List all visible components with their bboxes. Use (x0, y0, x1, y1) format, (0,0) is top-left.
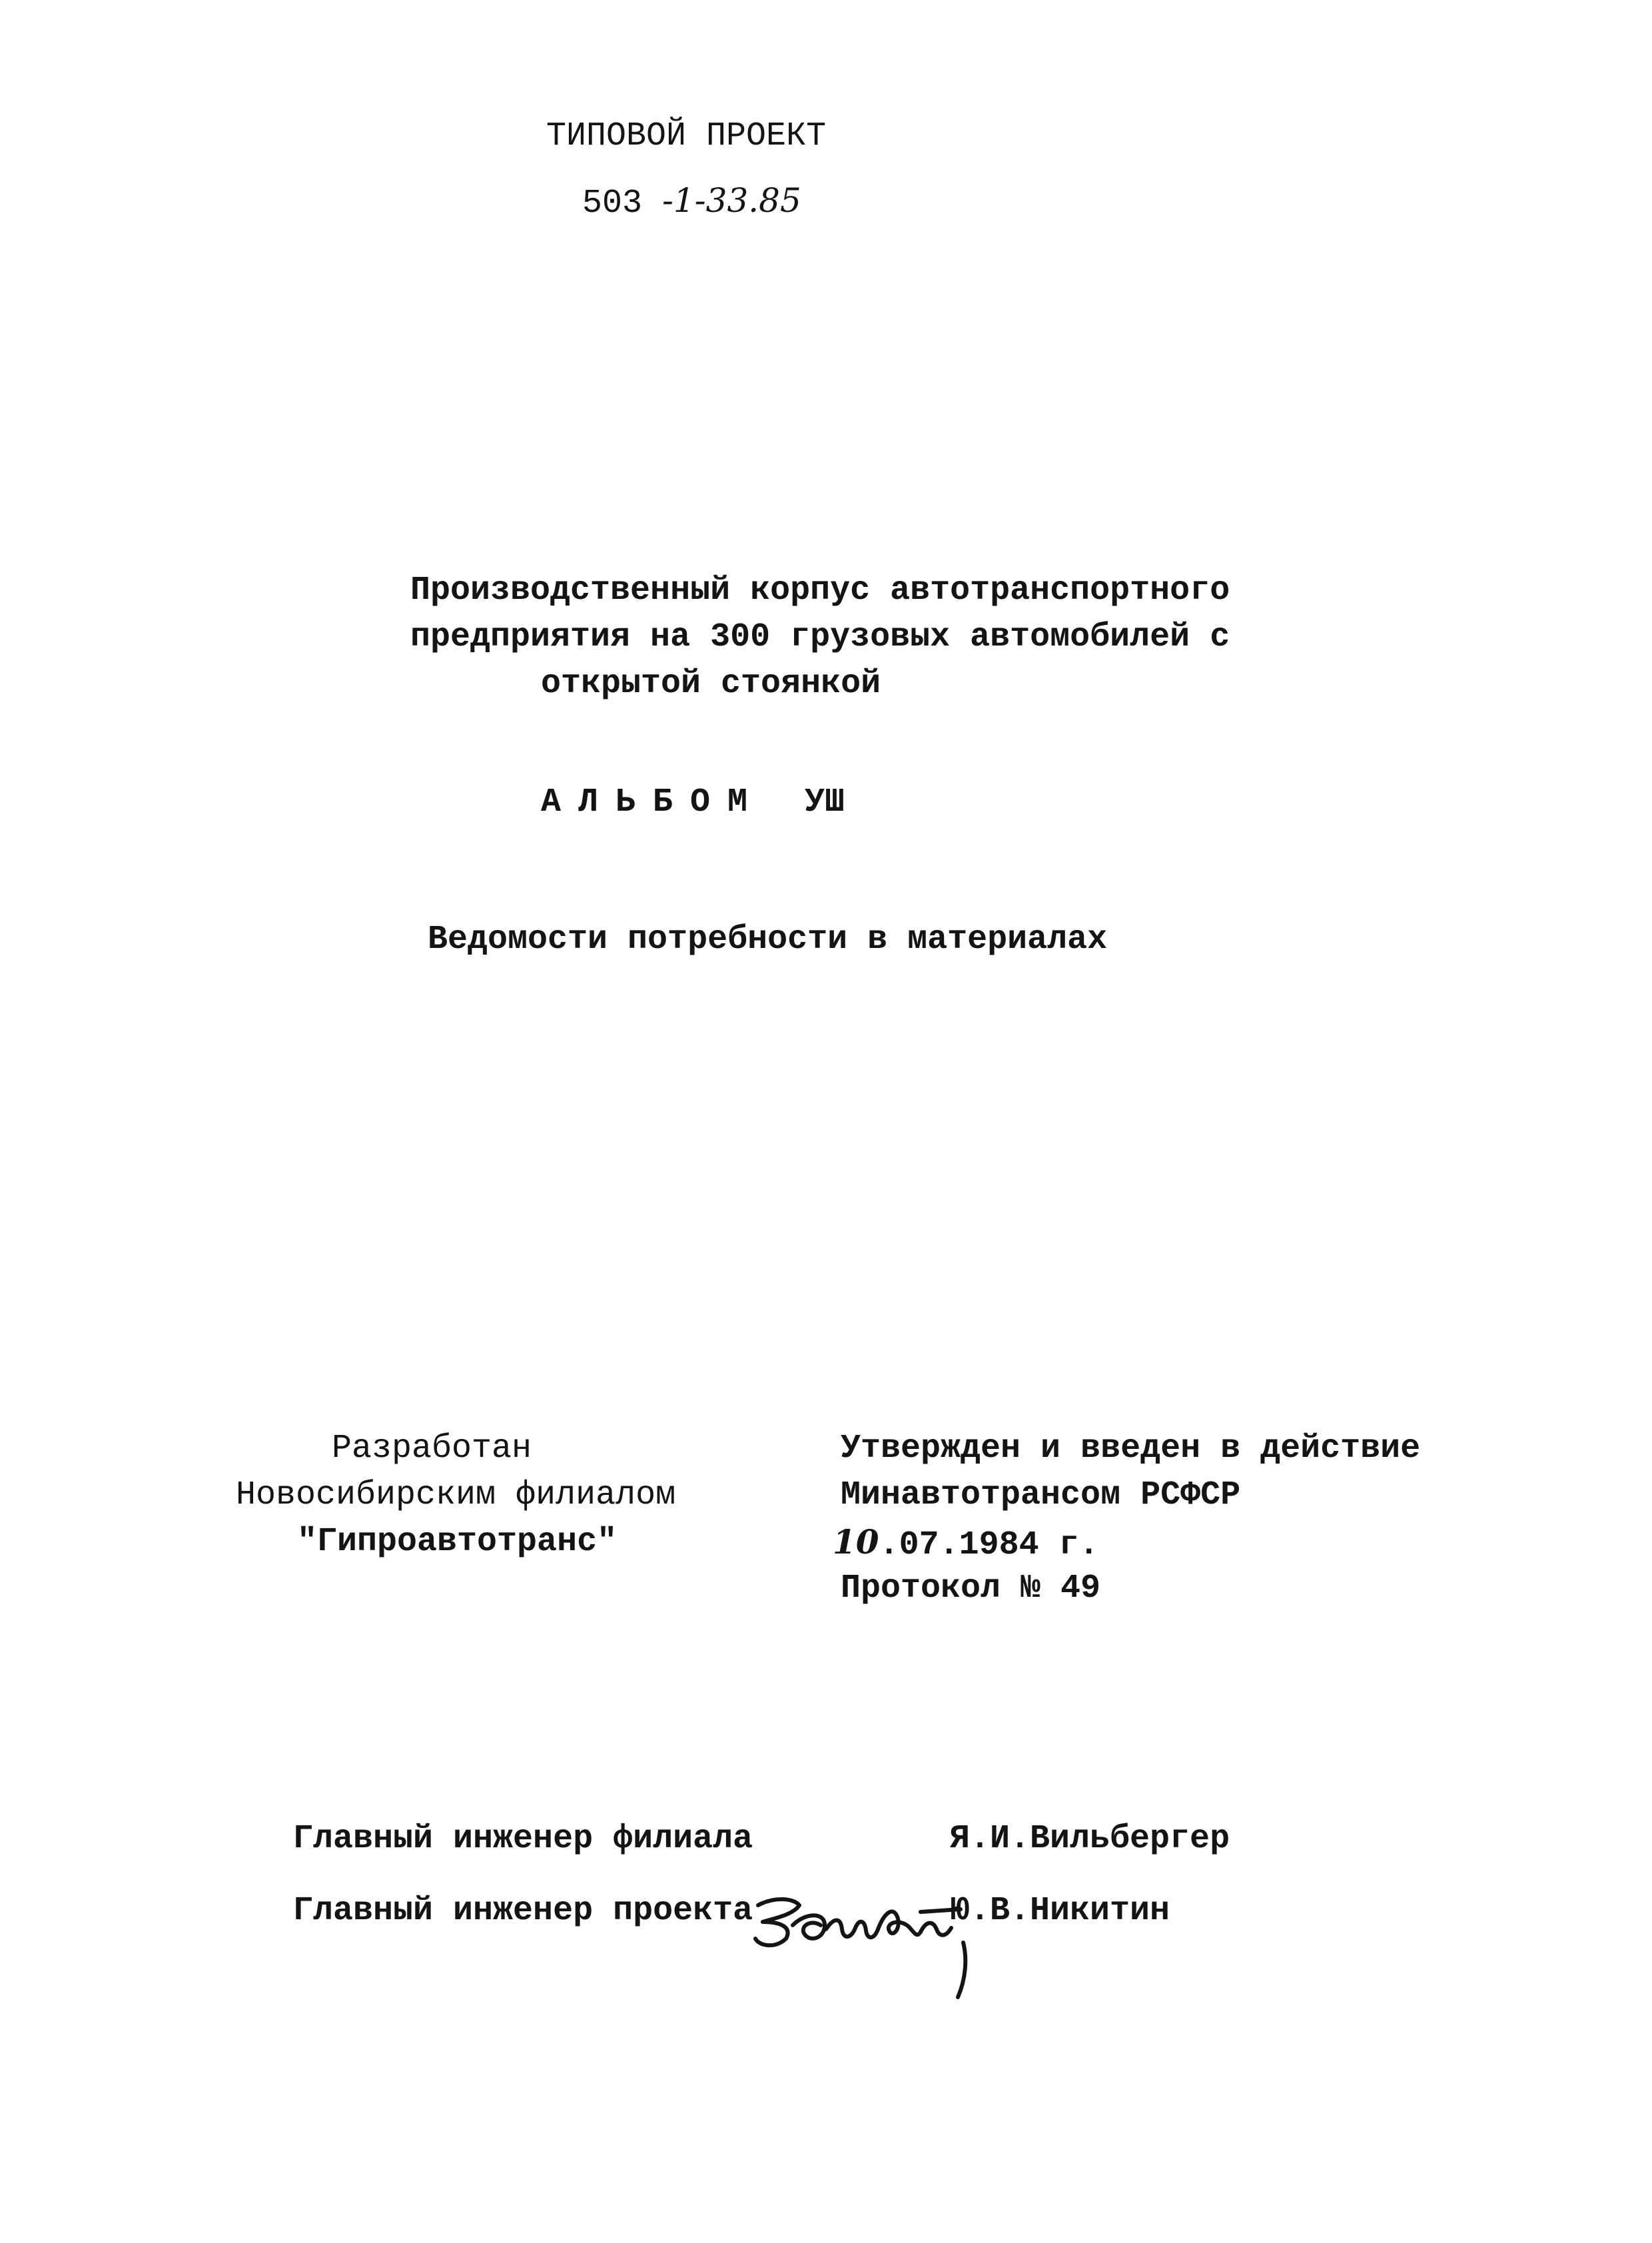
approval-date (833, 1522, 1099, 1564)
signature-name-branch: Я.И.Вильбергер (950, 1820, 1230, 1858)
signature-role-project: Главный инженер проекта (293, 1892, 753, 1930)
approval-date-printed: .07.1984 г. (879, 1526, 1099, 1564)
project-type-label: ТИПОВОЙ ПРОЕКТ (546, 117, 827, 155)
approval-date-handwritten: 10 (833, 1522, 879, 1562)
title-line-3: открытой стоянкой (541, 665, 881, 703)
developer-line-2: Новосибирским филиалом (236, 1476, 676, 1514)
handwritten-signature (746, 1885, 986, 2019)
subject-line: Ведомости потребности в материалах (428, 921, 1108, 959)
developer-line-3: "Гипроавтотранс" (297, 1523, 618, 1561)
album-number: УШ (805, 783, 845, 821)
signature-role-branch: Главный инженер филиала (293, 1820, 753, 1858)
album-heading (541, 783, 845, 821)
developer-line-1: Разработан (332, 1430, 532, 1468)
project-number (582, 181, 801, 223)
project-number-prefix: 503 (582, 185, 643, 223)
album-word: АЛЬБОМ (541, 783, 765, 821)
approval-line-2: Минавтотрансом РСФСР (841, 1476, 1241, 1514)
approval-line-1: Утвержден и введен в действие (841, 1430, 1421, 1468)
signature-name-project: Ю.В.Никитин (950, 1892, 1170, 1930)
title-line-2: предприятия на 300 грузовых автомобилей с (410, 618, 1230, 656)
approval-protocol: Протокол № 49 (841, 1570, 1101, 1607)
project-number-handwritten: -1-33.85 (662, 181, 801, 220)
title-line-1: Производственный корпус автотранспортного (410, 572, 1230, 610)
